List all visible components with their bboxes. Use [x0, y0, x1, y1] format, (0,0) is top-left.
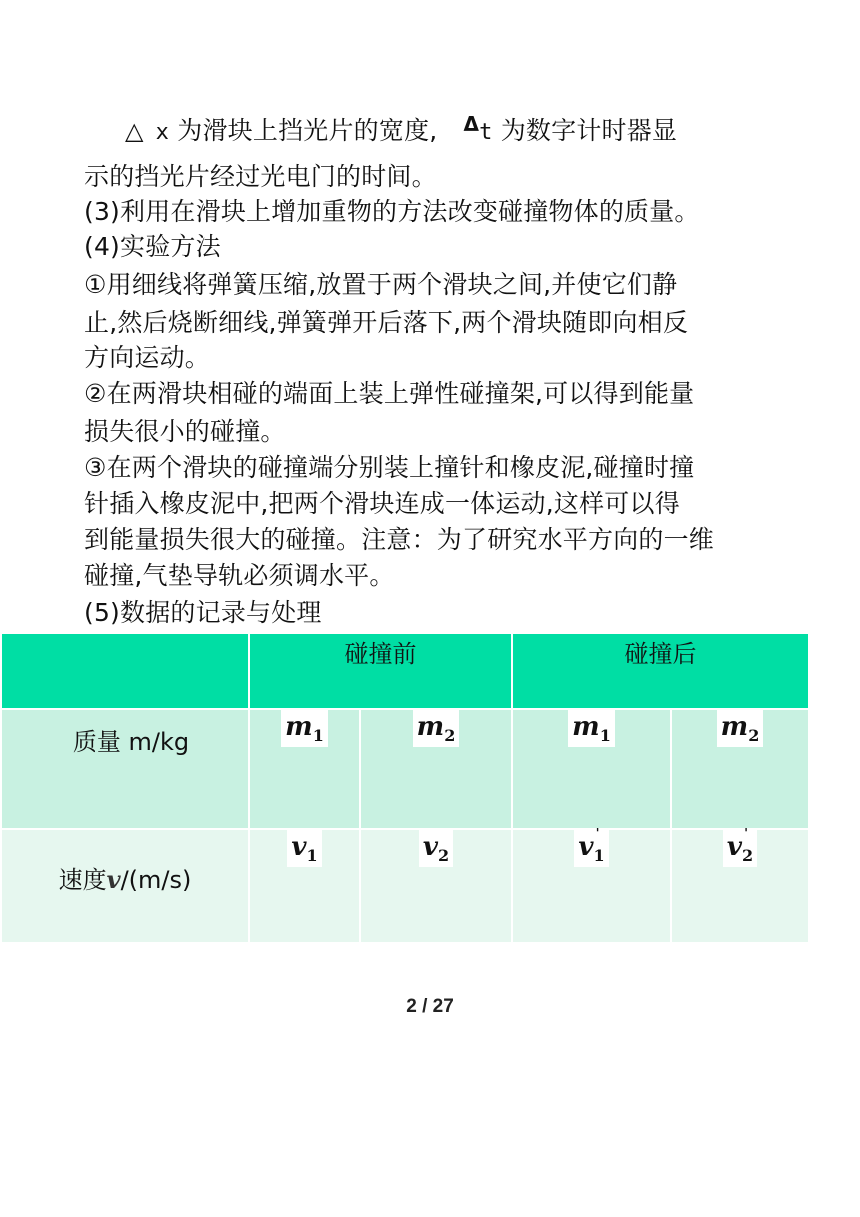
mass-m2-before: $m_2$ [360, 709, 512, 829]
paragraph-line-12: 到能量损失很大的碰撞。注意：为了研究水平方向的一维 [84, 525, 715, 554]
data-table [0, 632, 810, 944]
page-indicator: 2 / 27 [406, 996, 454, 1017]
paragraph-line-5: ①用细线将弹簧压缩,放置于两个滑块之间,并使它们静 [84, 270, 678, 299]
speed-v2-before: $v_2$ [360, 829, 512, 943]
header-after-collision: 碰撞后 [512, 633, 809, 709]
symbol-t: t [479, 120, 493, 145]
symbol-x: x [155, 120, 170, 145]
text-segment: 为数字计时器显 [500, 116, 678, 145]
paragraph-line-2: 示的挡光片经过光电门的时间。 [84, 162, 437, 191]
header-empty-cell [1, 633, 249, 709]
paragraph-line-9: 损失很小的碰撞。 [84, 417, 286, 446]
paragraph-line-6: 止,然后烧断细线,弹簧弹开后落下,两个滑块随即向相反 [84, 308, 689, 337]
text-segment: 为滑块上挡光片的宽度, [177, 116, 438, 145]
heading-experiment-method: (4)实验方法 [84, 232, 221, 261]
table-header-row [1, 633, 809, 709]
header-before-collision: 碰撞前 [249, 633, 512, 709]
delta-symbol: Δ [463, 112, 480, 136]
mass-label: 质量 m/kg [1, 709, 249, 829]
paragraph-line-3: (3)利用在滑块上增加重物的方法改变碰撞物体的质量。 [84, 197, 700, 226]
speed-label: 速度v/(m/s) [1, 829, 249, 943]
table-row-mass [1, 709, 809, 829]
speed-v1-before: $v_1$ [249, 829, 360, 943]
mass-m2-after: $m_2$ [671, 709, 809, 829]
paragraph-line-13: 碰撞,气垫导轨必须调水平。 [84, 561, 395, 590]
speed-v1-after: v '$_1$ [512, 829, 671, 943]
paragraph-line-11: 针插入橡皮泥中,把两个滑块连成一体运动,这样可以得 [84, 489, 680, 518]
paragraph-line-7: 方向运动。 [84, 343, 211, 372]
speed-v2-after: v '$_2$ [671, 829, 809, 943]
mass-m1-before: $m_1$ [249, 709, 360, 829]
paragraph-line-10: ③在两个滑块的碰撞端分别装上撞针和橡皮泥,碰撞时撞 [84, 453, 695, 482]
triangle-symbol: △ [125, 117, 144, 145]
mass-m1-after: $m_1$ [512, 709, 671, 829]
heading-data-recording: (5)数据的记录与处理 [84, 598, 322, 627]
table-row-speed [1, 829, 809, 943]
paragraph-line-1 [125, 107, 825, 150]
paragraph-line-8: ②在两滑块相碰的端面上装上弹性碰撞架,可以得到能量 [84, 379, 695, 408]
speed-symbol: v [106, 865, 121, 894]
